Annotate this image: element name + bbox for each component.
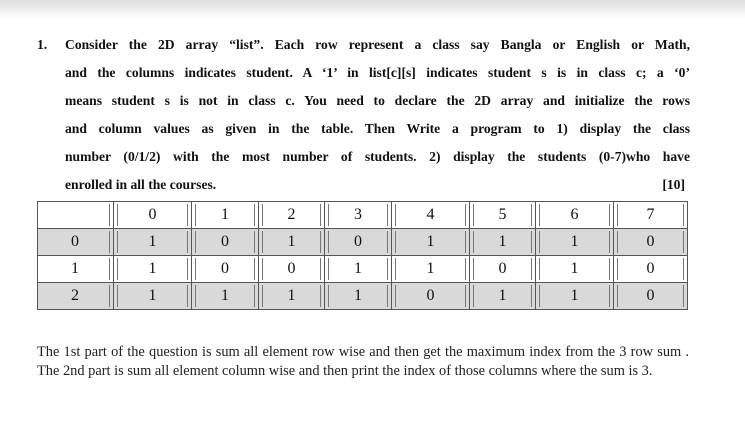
table-cell [470,229,536,256]
cell-value: 7 [617,204,684,226]
row-label-cell [38,229,114,256]
question-line-5: number (0/1/2) with the most number of students. 2) display the students (0-7)who have [65,149,690,164]
question-last-line: enrolled in all the courses. [65,177,217,192]
cell-value: 0 [41,231,110,253]
table-row [38,283,688,310]
column-header-cell [192,202,259,229]
table-cell [325,283,392,310]
question-line-2: and the columns indicates student. A ‘1’ in list[c][s] indicates student s is in class c; a ‘0’ [65,65,690,80]
table-cell [259,283,325,310]
table-cell [192,256,259,283]
table-cell [325,256,392,283]
cell-value: 1 [262,231,321,253]
cell-value: 1 [539,231,610,253]
table-cell [470,256,536,283]
cell-value: 3 [328,204,388,226]
cell-value: 1 [473,285,532,307]
cell-value: 1 [117,285,188,307]
table-cell [536,229,614,256]
cell-value: 1 [117,231,188,253]
cell-value: 1 [473,231,532,253]
table-cell [114,229,192,256]
table-cell [114,256,192,283]
table-row [38,256,688,283]
cell-value: 0 [195,231,255,253]
column-header-cell [114,202,192,229]
question-line-6 [65,177,685,193]
column-header-cell [470,202,536,229]
table-cell [325,229,392,256]
row-label-cell [38,283,114,310]
cell-value [41,204,110,226]
question-line-4: and column values as given in the table. Then Write a program to 1) display the class [65,121,690,136]
table-header-row [38,202,688,229]
column-header-cell [614,202,688,229]
table-cell [614,283,688,310]
cell-value: 2 [262,204,321,226]
cell-value: 1 [195,204,255,226]
table-cell [259,256,325,283]
cell-value: 0 [195,258,255,280]
row-label-cell [38,256,114,283]
cell-value: 1 [117,258,188,280]
row-label-cell [38,202,114,229]
cell-value: 0 [617,231,684,253]
cell-value: 1 [539,258,610,280]
question-line-3: means student s is not in class c. You need to declare the 2D array and initialize the rows [65,93,690,108]
cell-value: 0 [117,204,188,226]
table-cell [536,283,614,310]
cell-value: 6 [539,204,610,226]
table-row [38,229,688,256]
cell-value: 0 [328,231,388,253]
cell-value: 0 [473,258,532,280]
cell-value: 1 [539,285,610,307]
cell-value: 1 [262,285,321,307]
cell-value: 1 [41,258,110,280]
table-cell [114,283,192,310]
column-header-cell [392,202,470,229]
column-header-cell [259,202,325,229]
marks-label: [10] [662,177,685,192]
cell-value: 4 [395,204,466,226]
column-header-cell [536,202,614,229]
cell-value: 2 [41,285,110,307]
question-line-1: Consider the 2D array “list”. Each row represent a class say Bangla or English or Math, [65,37,690,52]
table-cell [614,256,688,283]
cell-value: 1 [328,258,388,280]
cell-value: 1 [195,285,255,307]
cell-value: 1 [395,231,466,253]
table-cell [614,229,688,256]
top-shadow [0,0,745,18]
table-cell [392,229,470,256]
table-cell [192,283,259,310]
answer-note: The 1st part of the question is sum all element row wise and then get the maximum index from the 3 row sum . The 2nd part is sum all element column wise and then print the index of those columns where the sum is 3. [37,344,689,379]
cell-value: 5 [473,204,532,226]
table-cell [536,256,614,283]
cell-value: 0 [617,285,684,307]
cell-value: 0 [262,258,321,280]
column-header-cell [325,202,392,229]
table-cell [392,283,470,310]
question-number: 1. [37,37,48,52]
table-cell [470,283,536,310]
table-cell [192,229,259,256]
cell-value: 0 [395,285,466,307]
table-cell [259,229,325,256]
table-cell [392,256,470,283]
cell-value: 1 [328,285,388,307]
cell-value: 0 [617,258,684,280]
class-student-table [37,201,688,310]
cell-value: 1 [395,258,466,280]
